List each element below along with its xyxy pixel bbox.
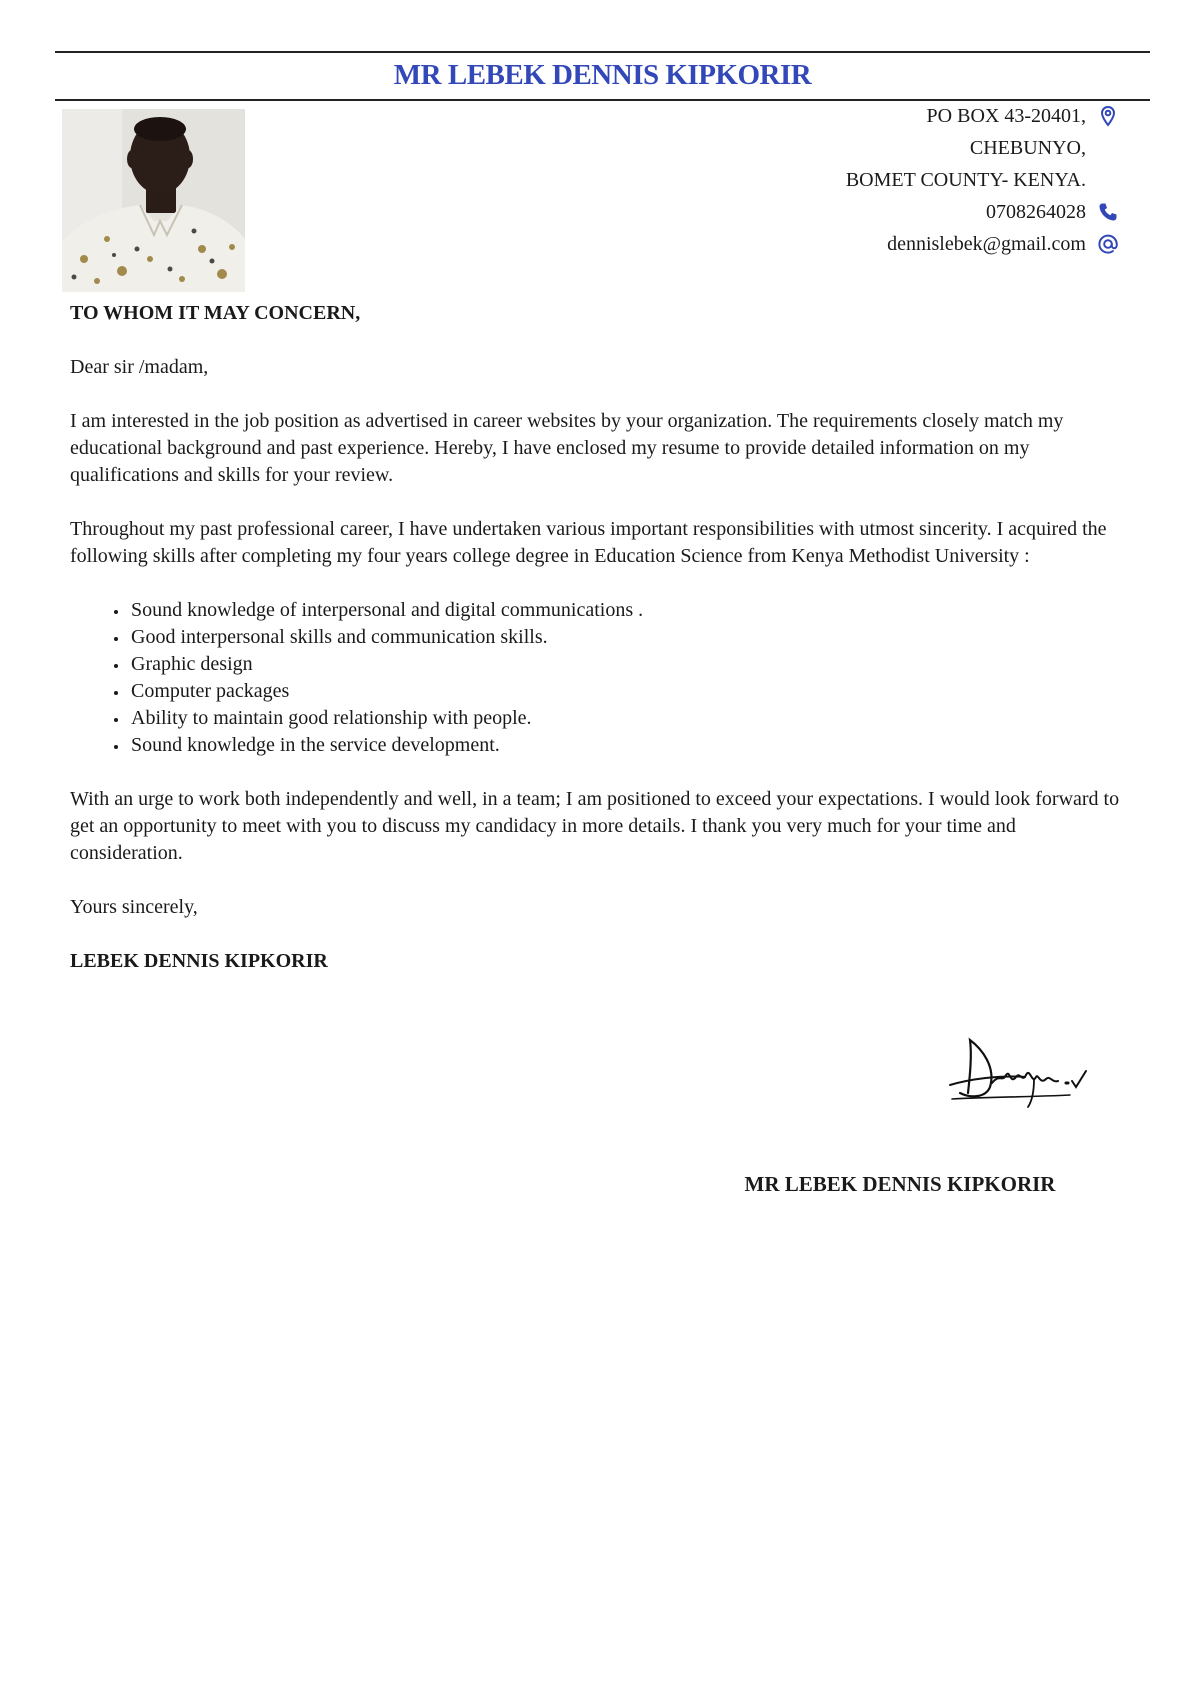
phone-icon <box>1096 200 1120 224</box>
profile-photo-image <box>62 109 245 292</box>
address-line-1-text: PO BOX 43-20401, <box>926 105 1086 127</box>
profile-photo <box>62 109 245 292</box>
letter-closing: Yours sincerely, <box>70 896 198 918</box>
handwritten-signature <box>930 1035 1120 1115</box>
letter-salutation: TO WHOM IT MAY CONCERN, <box>70 302 361 324</box>
email-address[interactable]: dennislebek@gmail.com <box>887 233 1086 255</box>
address-line-2-text: CHEBUNYO, <box>969 137 1086 159</box>
address-line-3-text: BOMET COUNTY- KENYA. <box>845 169 1086 191</box>
address-line-1 <box>846 100 1120 132</box>
location-pin-icon <box>1096 104 1120 128</box>
address-line-2 <box>846 132 1120 164</box>
skills-list <box>70 597 1132 759</box>
at-sign-icon <box>1096 232 1120 256</box>
list-item: Good interpersonal skills and communication skills. <box>131 624 1132 651</box>
phone-number: 0708264028 <box>986 201 1086 223</box>
phone-line <box>846 196 1120 228</box>
footer-applicant-name: MR LEBEK DENNIS KIPKORIR <box>744 1172 1056 1196</box>
list-item: Sound knowledge of interpersonal and digital communications . <box>131 597 1132 624</box>
applicant-name-title: MR LEBEK DENNIS KIPKORIR <box>393 59 812 91</box>
address-line-3 <box>846 164 1120 196</box>
list-item: Graphic design <box>131 651 1132 678</box>
list-item: Computer packages <box>131 678 1132 705</box>
letter-paragraph-2: Throughout my past professional career, I have undertaken various important responsibilities with utmost sincerity. I acquired the following skills after completing my four years college degree in Education Science from Kenya Methodist University : <box>70 518 1107 567</box>
letter-paragraph-3: With an urge to work both independently and well, in a team; I am positioned to exceed your expectations. I would look forward to get an opportunity to meet with you to discuss my candidacy in more details. I thank you very much for your time and consideration. <box>70 788 1120 864</box>
letter-greeting: Dear sir /madam, <box>70 356 209 378</box>
list-item: Sound knowledge in the service development. <box>131 732 1132 759</box>
letter-paragraph-1: I am interested in the job position as advertised in career websites by your organization. The requirements closely match my educational background and past experience. Hereby, I have enclosed my resume to provide detailed information on my qualifications and skills for your review. <box>70 410 1064 486</box>
letter-body <box>70 300 1132 1002</box>
email-line <box>846 228 1120 260</box>
list-item: Ability to maintain good relationship with people. <box>131 705 1132 732</box>
contact-block <box>846 100 1120 260</box>
letter-signer-name: LEBEK DENNIS KIPKORIR <box>70 950 328 972</box>
